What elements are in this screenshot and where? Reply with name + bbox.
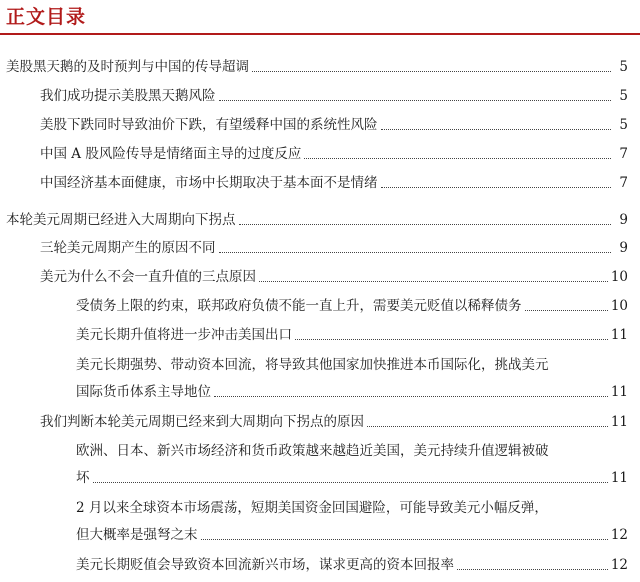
toc-leader-dots [367, 426, 608, 427]
toc-entry-page: 11 [610, 384, 628, 400]
toc-entry-page: 5 [619, 117, 628, 133]
title-rule [0, 33, 640, 35]
toc-entry[interactable] [76, 469, 628, 487]
toc-entry-page: 9 [619, 240, 628, 256]
toc-entry-page: 5 [619, 59, 628, 75]
toc-entry[interactable] [76, 526, 628, 544]
toc-entry-page: 12 [610, 527, 628, 543]
toc-entry-label: 受债务上限的约束，联邦政府负债不能一直上升，需要美元贬值以稀释债务 [76, 298, 522, 314]
toc-entry-label: 本轮美元周期已经进入大周期向下拐点 [6, 212, 236, 228]
toc-entry-page: 9 [619, 212, 628, 228]
toc-entry-line1: 美元长期强势、带动资本回流，将导致其他国家加快推进本币国际化，挑战美元 [76, 357, 549, 373]
toc-entry-page: 10 [610, 298, 628, 314]
toc-leader-dots [525, 310, 608, 311]
toc-entry[interactable] [76, 383, 628, 401]
toc-title: 正文目录 [6, 6, 87, 28]
toc-leader-dots [259, 281, 608, 282]
toc-leader-dots [304, 158, 611, 159]
toc-entry-page: 11 [610, 470, 628, 486]
toc-entry-label: 美元长期升值将进一步冲击美国出口 [76, 327, 292, 343]
toc-entry-label: 我们成功提示美股黑天鹅风险 [40, 88, 216, 104]
toc-leader-dots [381, 187, 612, 188]
toc-entry-page: 11 [610, 327, 628, 343]
toc-entry-label: 美股下跌同时导致油价下跌，有望缓释中国的系统性风险 [40, 117, 378, 133]
toc-entry-page: 5 [619, 88, 628, 104]
toc-entry-label: 国际货币体系主导地位 [76, 384, 211, 400]
toc-entry-label: 美股黑天鹅的及时预判与中国的传导超调 [6, 59, 249, 75]
toc-entry-page: 11 [610, 414, 628, 430]
toc-entry[interactable] [40, 116, 628, 134]
toc-entry[interactable] [76, 556, 628, 574]
toc-leader-dots [214, 396, 608, 397]
toc-entry[interactable] [40, 413, 628, 431]
toc-entry-line1: 欧洲、日本、新兴市场经济和货币政策越来越趋近美国，美元持续升值逻辑被破 [76, 443, 549, 459]
toc-leader-dots [93, 482, 608, 483]
toc-entry-page: 7 [619, 175, 628, 191]
toc-entry[interactable] [40, 145, 628, 163]
toc-entry-page: 7 [619, 146, 628, 162]
toc-leader-dots [239, 224, 612, 225]
toc-leader-dots [381, 129, 612, 130]
toc-entry-label: 但大概率是强弩之末 [76, 527, 198, 543]
toc-entry-label: 我们判断本轮美元周期已经来到大周期向下拐点的原因 [40, 414, 364, 430]
toc-entry-label: 中国经济基本面健康，市场中长期取决于基本面不是情绪 [40, 175, 378, 191]
toc-entry-label: 坏 [76, 470, 90, 486]
toc-entry[interactable] [40, 239, 628, 257]
toc-leader-dots [457, 569, 608, 570]
toc-leader-dots [219, 252, 612, 253]
toc-entry[interactable] [40, 87, 628, 105]
toc-entry-line1: 2 月以来全球资本市场震荡，短期美国资金回国避险，可能导致美元小幅反弹， [76, 500, 548, 516]
toc-entry-label: 中国 A 股风险传导是情绪面主导的过度反应 [40, 146, 302, 162]
toc-entry-label: 三轮美元周期产生的原因不同 [40, 240, 216, 256]
toc-leader-dots [295, 339, 608, 340]
toc-leader-dots [219, 100, 612, 101]
toc-entry[interactable] [76, 297, 628, 315]
toc-entry-page: 12 [610, 557, 628, 573]
toc-entry-label: 美元长期贬值会导致资本回流新兴市场，谋求更高的资本回报率 [76, 557, 454, 573]
toc-entry[interactable] [76, 326, 628, 344]
toc-entry[interactable] [40, 174, 628, 192]
toc-entry[interactable] [6, 211, 628, 229]
toc-entry-label: 美元为什么不会一直升值的三点原因 [40, 269, 256, 285]
toc-leader-dots [252, 71, 611, 72]
toc-entry-page: 10 [610, 269, 628, 285]
toc-entry[interactable] [6, 58, 628, 76]
toc-entry[interactable] [40, 268, 628, 286]
toc-leader-dots [201, 539, 608, 540]
